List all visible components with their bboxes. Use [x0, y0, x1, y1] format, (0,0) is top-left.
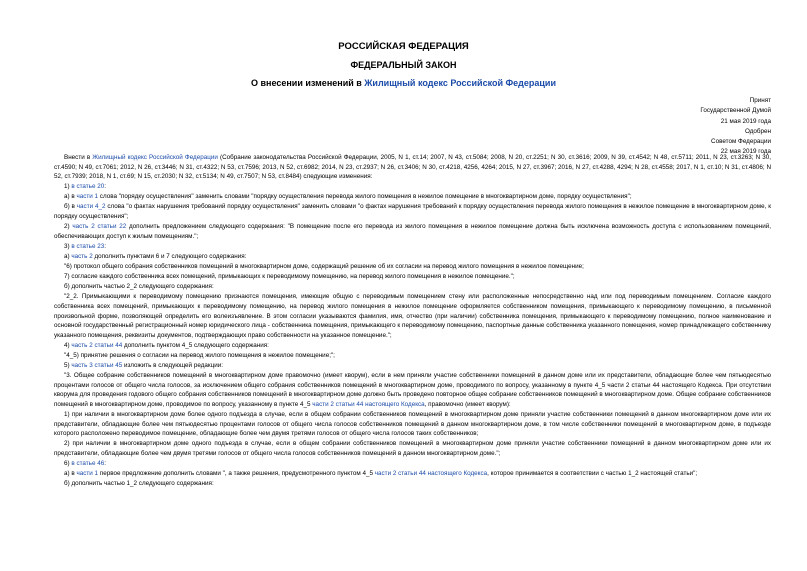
- law-paragraph: [54, 439, 771, 458]
- law-reference-link[interactable]: части 2 статьи 44 настоящего Кодекса: [374, 470, 488, 477]
- paragraph-text: "6) протокол общего собрания собственников помещений в многоквартирном доме, содержащий решение об их согласии на перевод жилого помещения в нежилое помещение;: [64, 263, 584, 271]
- paragraph-text: первое предложение дополнить словами ", а также решения, предусмотренного пунктом 4_5: [98, 470, 375, 477]
- paragraph-text: :: [104, 459, 106, 467]
- law-reference-link[interactable]: часть 2: [71, 252, 93, 260]
- paragraph-text: 2) при наличии в многоквартирном доме одного подъезда в случае, если в общем собрании собственников помещений в многоквартирном доме приняли участие собственники помещений в данном многоквартирном доме или их представители, обладающие более чем двумя третями голосов от общего числа голосов собственников помещений в данном многоквартирном доме.";: [54, 440, 771, 457]
- law-paragraph: [54, 182, 771, 192]
- country-heading: РОССИЙСКАЯ ФЕДЕРАЦИЯ: [338, 41, 469, 52]
- paragraph-text: "2_2. Примыкающими к переводимому помещению признаются помещения, имеющие общую с переводимым помещением стену или расположенные непосредственно над или под переводимым помещением. Согласие каждого собственника всех помещений, примыкающих к переводимому помещению, на перевод жилого помещения в нежилое помещение оформляется собственником помещения, примыкающего к переводимому помещению, в письменной произвольной форме, позволяющей определить его волеизъявление. В этом согласии указываются фамилия, имя, отчество (при наличии) собственника помещения, примыкающего к переводимому помещению, полное наименование и основной государственный регистрационный номер юридического лица - собственника помещения, примыкающего к переводимому помещению, паспортные данные собственника указанного помещения, номер принадлежащего собственнику указанного помещения, реквизиты документов, подтверждающих право собственности на указанное помещение.";: [54, 293, 771, 339]
- law-paragraph: [54, 361, 771, 371]
- adoption-block: [471, 96, 771, 158]
- law-reference-link[interactable]: часть 2 статьи 22: [72, 223, 127, 231]
- law-reference-link[interactable]: части 1: [76, 470, 99, 477]
- paragraph-text: а) в: [64, 470, 77, 477]
- adoption-line: Одобрен: [744, 127, 771, 135]
- law-paragraph: [54, 272, 771, 282]
- law-paragraph: [54, 469, 771, 479]
- paragraph-text: а) в: [64, 193, 77, 201]
- adoption-line: Государственной Думой: [700, 107, 771, 115]
- law-paragraph: [54, 341, 771, 351]
- law-paragraph: [54, 351, 771, 361]
- paragraph-text: 1): [64, 183, 72, 191]
- paragraph-text: 2): [64, 223, 73, 231]
- paragraph-text: 7) согласие каждого собственника всех помещений, примыкающих к переводимому помещению, на перевод жилого помещения в нежилое помещение.";: [64, 273, 515, 281]
- paragraph-text: , которое принимается в соответствии с частью 1_2 настоящей статьи";: [487, 470, 698, 477]
- law-reference-link[interactable]: части 4_2: [76, 203, 106, 211]
- paragraph-text: "3. Общее собрание собственников помещений в многоквартирном доме правомочно (имеет кворум), если в нем приняли участие собственники помещений в данном доме или их представители, обладающие более чем пятьюдесятью процентами голосов от общего числа голосов, за исключением общего собрания собственников помещений в многоквартирном доме, проводимого по вопросу, указанному в пункте 4_5 части 2 статьи 44 настоящего Кодекса. При отсутствии кворума для проведения годового общего собрания собственников помещений в многоквартирном доме должно быть проведено повторное общее собрание собственников помещений в многоквартирном доме. Общее собрание собственников помещений в многоквартирном доме, проводимое по вопросу, указанному в пункте 4_5: [54, 372, 771, 408]
- adoption-line: Принят: [749, 97, 771, 104]
- law-paragraph: [54, 252, 771, 262]
- law-paragraph: [54, 282, 771, 292]
- law-reference-link[interactable]: в статье 23: [71, 242, 105, 250]
- paragraph-text: 5): [64, 361, 72, 369]
- adoption-line: 21 мая 2019 года: [720, 117, 771, 125]
- law-reference-link[interactable]: в статье 46: [71, 459, 105, 467]
- adoption-line: 22 мая 2019 года: [720, 148, 771, 156]
- paragraph-text: :: [104, 183, 106, 191]
- paragraph-text: 3): [64, 242, 72, 250]
- law-paragraph: [54, 222, 771, 241]
- law-paragraph: [54, 262, 771, 272]
- law-reference-link[interactable]: части 1: [76, 193, 99, 201]
- paragraph-text: Внести в: [64, 154, 93, 161]
- adoption-line: Советом Федерации: [711, 138, 771, 146]
- law-type-heading: ФЕДЕРАЛЬНЫЙ ЗАКОН: [350, 60, 457, 70]
- law-paragraph: [54, 371, 771, 409]
- law-title-prefix: О внесении изменений в: [251, 78, 365, 88]
- law-paragraph: [54, 242, 771, 252]
- paragraph-text: "4_5) принятие решения о согласии на перевод жилого помещения в нежилое помещение;";: [64, 351, 335, 359]
- paragraph-text: 4): [64, 341, 72, 349]
- law-title-link[interactable]: Жилищный кодекс Российской Федерации: [364, 78, 556, 88]
- law-reference-link[interactable]: части 2 статьи 44 настоящего Кодекса: [312, 400, 425, 408]
- law-body: [54, 153, 771, 489]
- paragraph-text: , правомочно (имеет кворум):: [424, 400, 511, 408]
- paragraph-text: слова "о фактах нарушения требований порядку осуществления" заменить словами "о фактах нарушения требований к порядку осуществления перевода жилого помещения в нежилое помещение в многоквартирном доме, к порядку осуществления";: [54, 203, 771, 221]
- law-paragraph: [54, 202, 771, 221]
- paragraph-text: изложить в следующей редакции:: [122, 361, 224, 369]
- law-reference-link[interactable]: в статье 20: [71, 183, 105, 191]
- law-reference-link[interactable]: часть 3 статьи 45: [71, 361, 123, 369]
- paragraph-text: а): [64, 252, 72, 260]
- paragraph-text: дополнить пунктами 6 и 7 следующего содержания:: [92, 252, 247, 260]
- law-paragraph: [54, 192, 771, 202]
- paragraph-text: б) дополнить частью 1_2 следующего содержания:: [64, 480, 214, 488]
- law-paragraph: [54, 459, 771, 469]
- paragraph-text: б) дополнить частью 2_2 следующего содержания:: [64, 283, 214, 291]
- paragraph-text: 6): [64, 459, 72, 467]
- law-reference-link[interactable]: Жилищный кодекс Российской Федерации: [92, 154, 218, 161]
- paragraph-text: слова "порядку осуществления" заменить словами "порядку осуществления перевода жилого помещения в нежилое помещение в многоквартирном доме, порядку осуществления";: [98, 193, 632, 201]
- law-paragraph: [54, 153, 771, 182]
- law-paragraph: [54, 410, 771, 439]
- law-reference-link[interactable]: часть 2 статьи 44: [71, 341, 123, 349]
- paragraph-text: дополнить пунктом 4_5 следующего содержания:: [122, 341, 269, 349]
- paragraph-text: б) в: [64, 203, 77, 211]
- paragraph-text: 1) при наличии в многоквартирном доме более одного подъезда в случае, если в общем собрании собственников помещений в многоквартирном доме приняли участие собственники помещений в данном многоквартирном доме или их представители, обладающие более чем пятьюдесятью процентами голосов от общего числа голосов собственников помещений в данном многоквартирном доме, в том числе собственники помещений в многоквартирном доме, в подъезде которого расположено переводимое помещение, обладающие более чем двумя третями голосов от общего числа голосов таких собственников;: [54, 410, 771, 438]
- law-paragraph: [54, 292, 771, 340]
- paragraph-text: дополнить предложением следующего содержания: "В помещение после его перевода из жилого помещения в нежилое помещение должна быть исключена возможность доступа с использованием помещений, обеспечивающих доступ к жилым помещениям.";: [54, 223, 771, 240]
- law-paragraph: [54, 479, 771, 489]
- paragraph-text: (Собрание законодательства Российской Федерации, 2005, N 1, ст.14; 2007, N 43, ст.5084; 2008, N 20, ст.2251; N 30, ст.3616; 2009, N 39, ст.4542; N 48, ст.5711; 2011, N 23, ст.3263; N 30, ст.4590; N 49, ст.7061; 2012, N 26, ст.3446; N 31, ст.4322; N 53, ст.7596; 2013, N 52, ст.6982; 2014, N 23, ст.2937; N 26, ст.3406; N 30, ст.4218, 4256, 4264; 2015, N 27, ст.3967; 2016, N 27, ст.4288, 4294; N 28, ст.4558; 2017, N 1, ст.10; N 31, ст.4806; N 52, ст.7939; 2018, N 1, ст.69; N 15, ст.2030; N 32, ст.5134; N 49, ст.7507; N 53, ст.8484) следующие изменения:: [54, 154, 771, 181]
- paragraph-text: :: [104, 242, 106, 250]
- law-title: [0, 78, 807, 88]
